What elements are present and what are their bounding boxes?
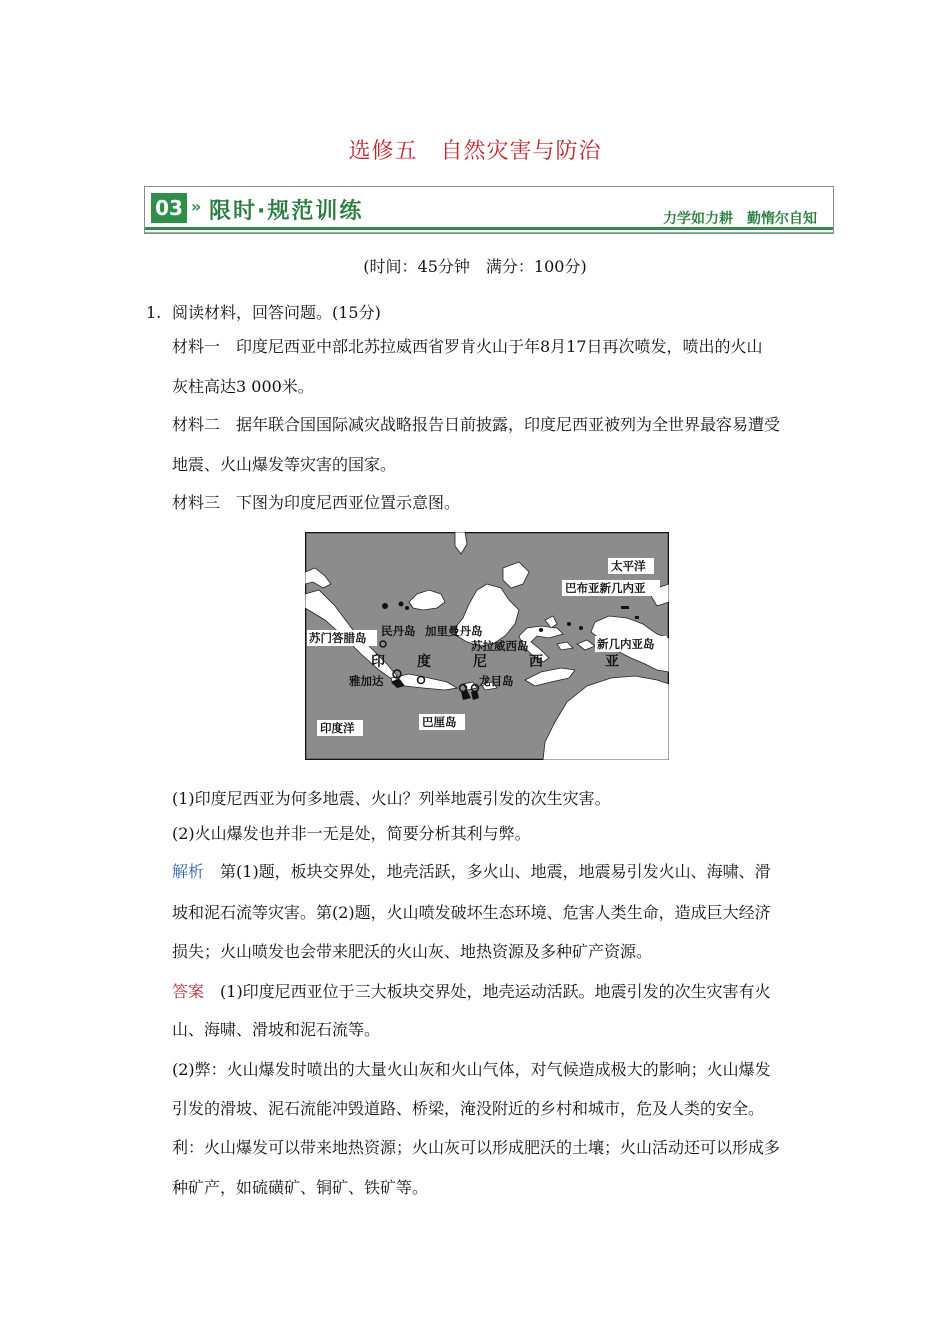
answer-line2: 山、海啸、滑坡和泥石流等。 — [172, 1020, 381, 1039]
map-country-char-3: 尼 — [473, 654, 487, 670]
map-label-sulawesi: 苏拉威西岛 — [471, 639, 529, 653]
map-country-char-1: 印 — [371, 654, 385, 670]
banner-title: 限时·规范训练 — [209, 199, 364, 224]
material2-line2: 地震、火山爆发等灾害的国家。 — [172, 455, 397, 474]
banner-motto: 力学如力耕 勤惰尔自知 — [663, 211, 817, 227]
indonesia-map — [305, 532, 669, 760]
banner-underline-thin — [145, 232, 833, 233]
answer-line1 — [172, 982, 771, 1002]
map-country-char-4: 西 — [529, 654, 543, 670]
subquestion-1: (1)印度尼西亚为何多地震、火山？列举地震引发的次生灾害。 — [172, 789, 611, 808]
material1-line2: 灰柱高达3 000米。 — [172, 377, 314, 396]
section-number-badge: 03 — [151, 193, 187, 223]
map-label-indian-ocean: 印度洋 — [320, 721, 355, 735]
time-info: (时间：45分钟 满分：100分) — [363, 257, 587, 276]
question-prompt: 阅读材料，回答问题。(15分) — [172, 303, 381, 322]
answer-text-1: (1)印度尼西亚位于三大板块交界处，地壳运动活跃。地震引发的次生灾害有火 — [204, 982, 771, 1001]
analysis-text-1: 第(1)题，板块交界处，地壳活跃，多火山、地震，地震易引发火山、海啸、滑 — [204, 862, 771, 881]
answer-label: 答案 — [172, 982, 205, 1001]
material3: 材料三 下图为印度尼西亚位置示意图。 — [172, 493, 461, 512]
subquestion-2: (2)火山爆发也并非一无是处，简要分析其利与弊。 — [172, 824, 531, 843]
banner-underline — [145, 227, 833, 230]
page-title: 选修五 自然灾害与防治 — [348, 139, 602, 164]
map-label-jakarta: 雅加达 — [349, 674, 384, 688]
map-country-char-2: 度 — [417, 654, 431, 670]
section-banner — [144, 186, 834, 234]
map-country-char-5: 亚 — [605, 654, 619, 670]
analysis-line3: 损失；火山喷发也会带来肥沃的火山灰、地热资源及多种矿产资源。 — [172, 942, 653, 961]
answer-line3: (2)弊：火山爆发时喷出的大量火山灰和火山气体，对气候造成极大的影响；火山爆发 — [172, 1060, 771, 1079]
analysis-label: 解析 — [172, 862, 205, 881]
map-label-pacific: 太平洋 — [611, 559, 646, 573]
answer-line5: 利：火山爆发可以带来地热资源；火山灰可以形成肥沃的土壤；火山活动还可以形成多 — [172, 1138, 781, 1157]
map-label-sumatra: 苏门答腊岛 — [309, 631, 367, 645]
double-arrow-icon: » — [191, 197, 202, 216]
map-label-png: 巴布亚新几内亚 — [565, 581, 646, 595]
material1-line1: 材料一 印度尼西亚中部北苏拉威西省罗肯火山于年8月17日再次喷发，喷出的火山 — [172, 337, 763, 356]
question-number: 1. — [146, 303, 162, 322]
map-label-kalimantan: 加里曼丹岛 — [425, 624, 483, 638]
material2-line1: 材料二 据年联合国国际减灾战略报告日前披露，印度尼西亚被列为全世界最容易遭受 — [172, 415, 781, 434]
answer-line4: 引发的滑坡、泥石流能冲毁道路、桥梁，淹没附近的乡村和城市，危及人类的安全。 — [172, 1099, 765, 1118]
analysis-line2: 坡和泥石流等灾害。第(2)题，火山喷发破坏生态环境、危害人类生命，造成巨大经济 — [172, 903, 771, 922]
analysis-line1 — [172, 862, 771, 882]
answer-line6: 种矿产，如硫磺矿、铜矿、铁矿等。 — [172, 1178, 429, 1197]
map-label-mindanao: 民丹岛 — [381, 624, 416, 638]
map-label-lombok: 龙目岛 — [479, 674, 514, 688]
map-label-bali: 巴厘岛 — [422, 715, 457, 729]
map-label-new-guinea: 新几内亚岛 — [597, 637, 655, 651]
